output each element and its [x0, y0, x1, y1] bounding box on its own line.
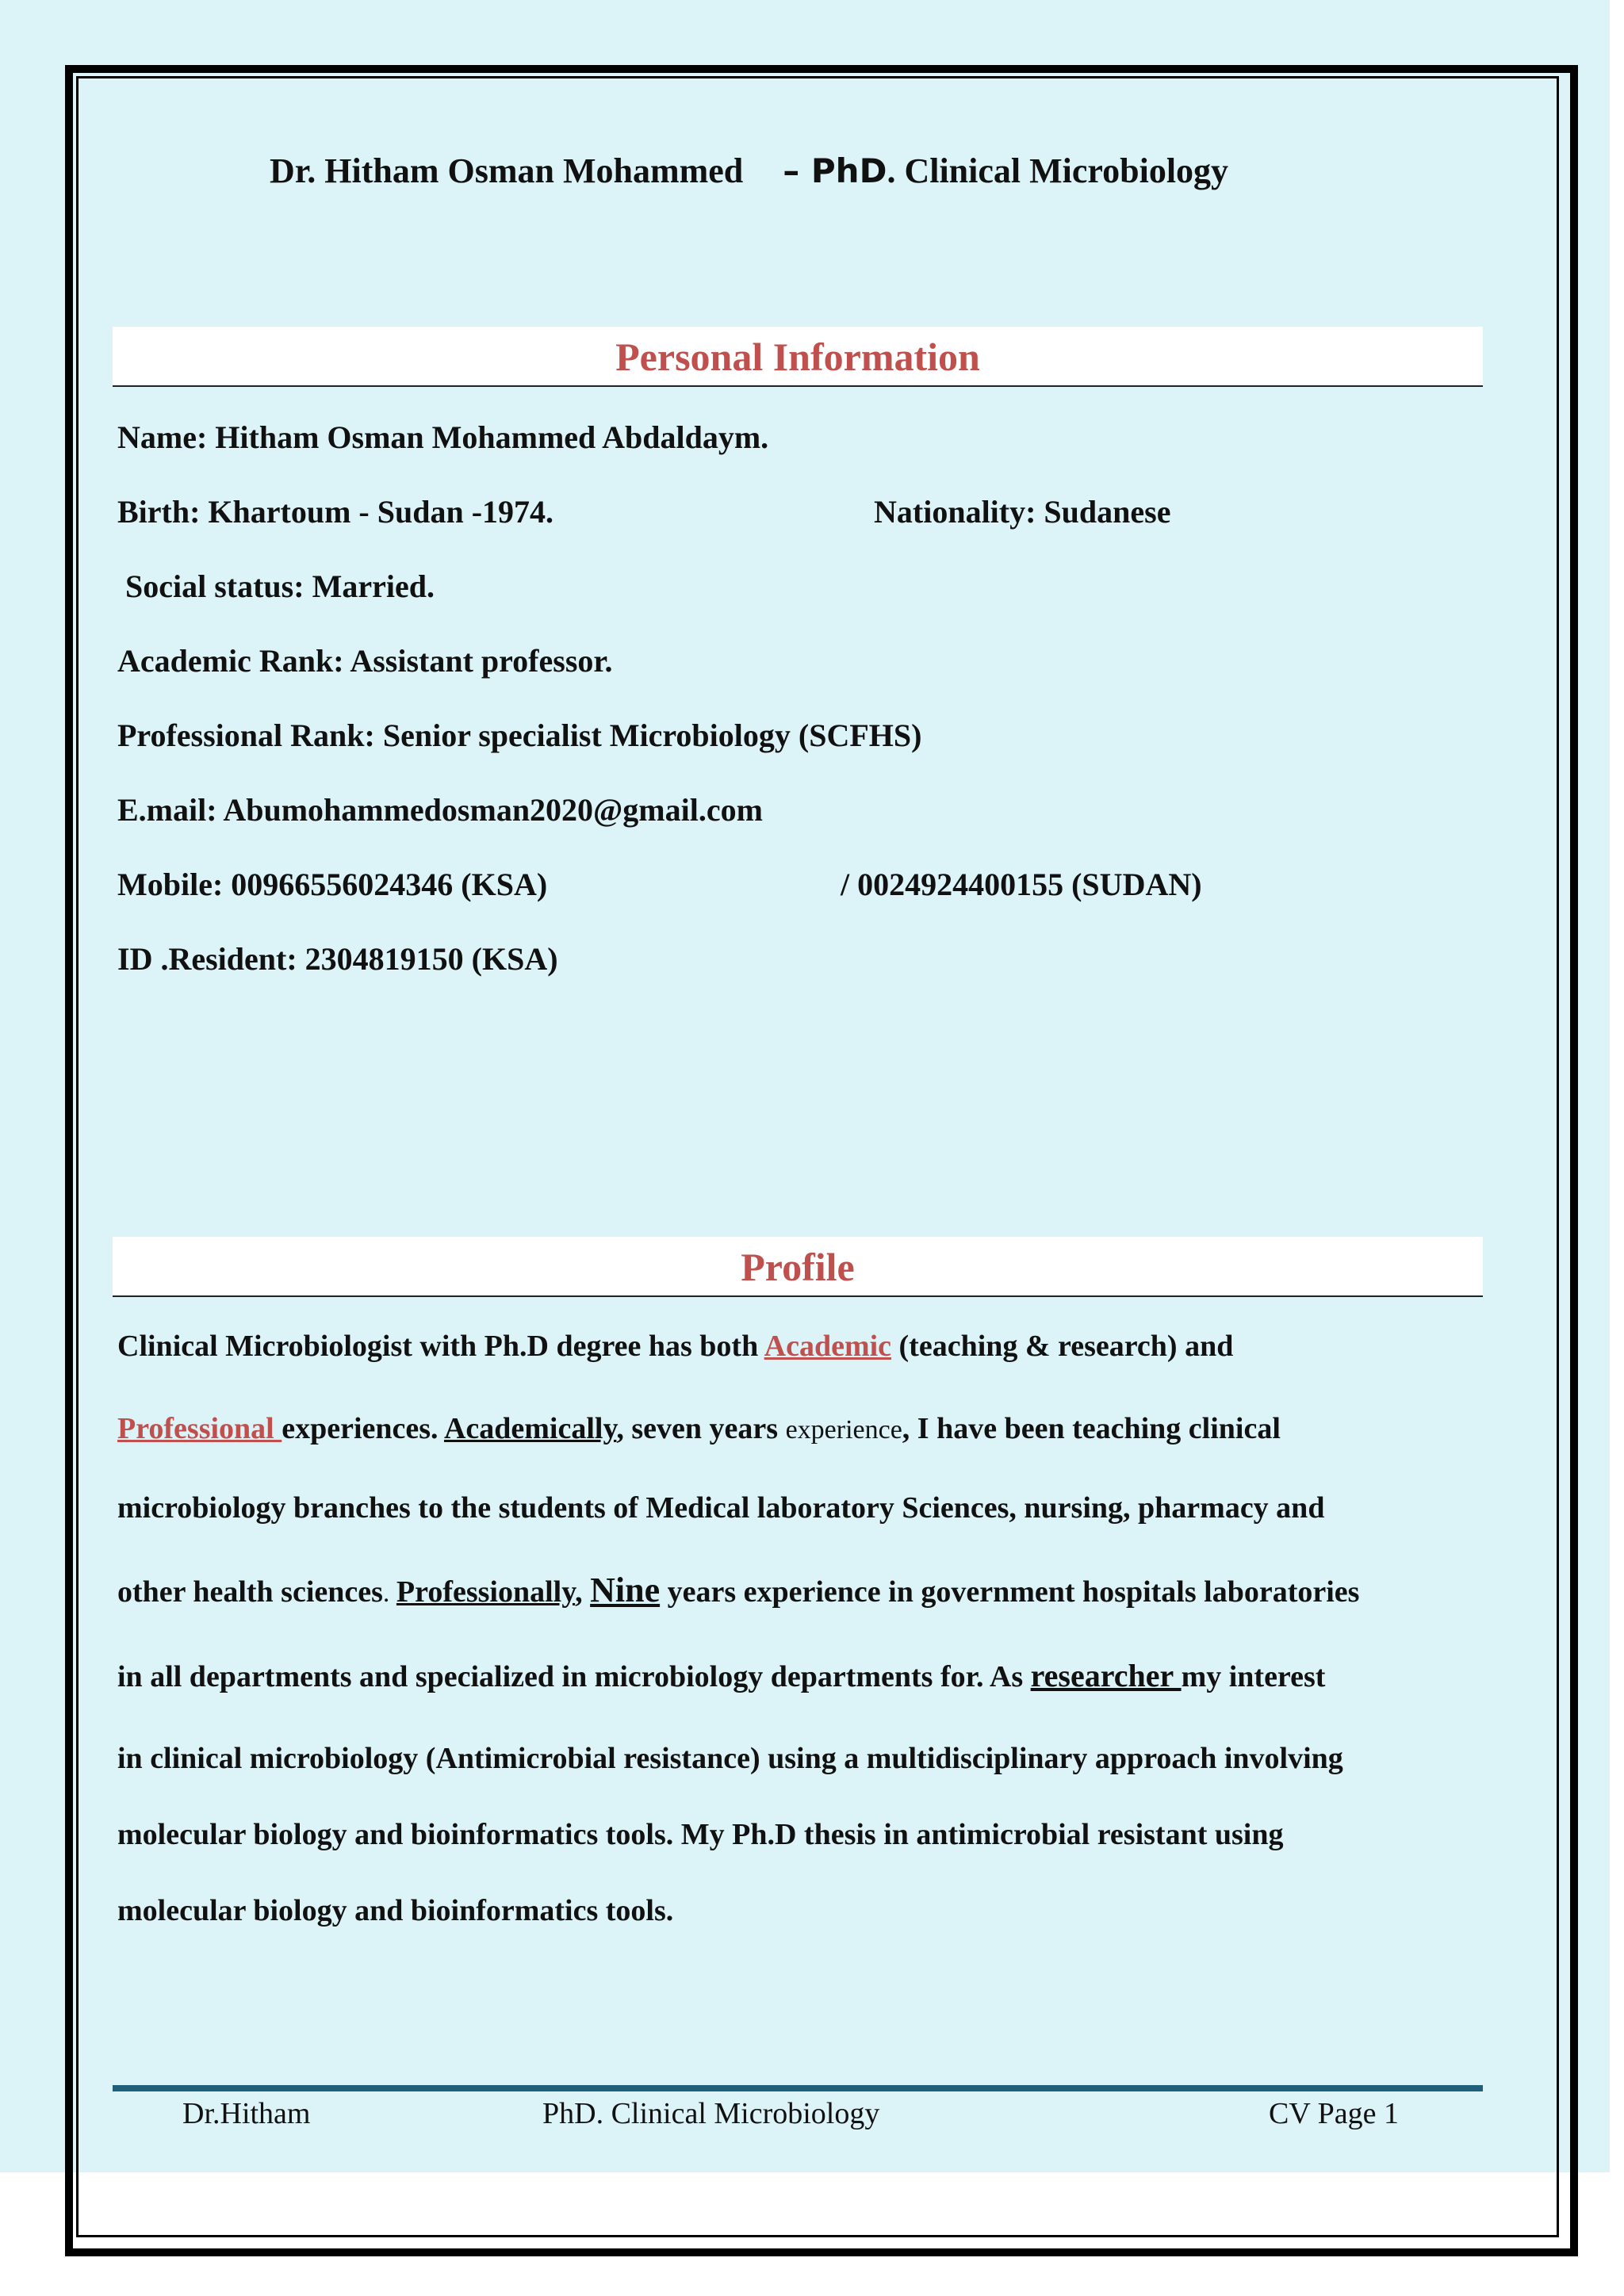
academic-highlight: Academic [764, 1330, 892, 1363]
profile-heading: Profile [113, 1237, 1483, 1297]
name-line: Name: Hitham Osman Mohammed Abdaldaym. [117, 419, 769, 455]
profile-text: my interest [1181, 1660, 1326, 1693]
title-name: Dr. Hitham Osman Mohammed [270, 151, 744, 190]
footer-left: Dr.Hitham [182, 2097, 311, 2130]
footer-center: PhD. Clinical Microbiology [542, 2097, 880, 2130]
researcher-underline: researcher [1030, 1658, 1182, 1693]
professional-rank-line: Professional Rank: Senior specialist Microbiology (SCFHS) [117, 718, 922, 753]
title-field: . Clinical Microbiology [887, 151, 1229, 190]
professionally-underline: Professionally [396, 1575, 576, 1609]
profile-line-6: in clinical microbiology (Antimicrobial resistance) using a multidisciplinary approach involving [117, 1742, 1343, 1775]
email-line: E.mail: Abumohammedosman2020@gmail.com [117, 792, 763, 828]
profile-text: , [575, 1575, 591, 1609]
personal-information-heading: Personal Information [113, 327, 1483, 387]
title-degree: – PhD [783, 151, 887, 190]
professional-highlight: Professional [117, 1412, 282, 1445]
profile-line-1 [117, 1329, 1233, 1364]
profile-line-3: microbiology branches to the students of Medical laboratory Sciences, nursing, pharmacy and [117, 1491, 1325, 1525]
birth-line: Birth: Khartoum - Sudan -1974. [117, 494, 554, 530]
footer-rule [113, 2085, 1483, 2091]
profile-text: in all departments and specialized in microbiology departments for [117, 1660, 976, 1693]
social-status-line: Social status: Married. [125, 568, 435, 604]
profile-text: , seven years [616, 1412, 786, 1445]
mobile-sudan-line: / 0024924400155 (SUDAN) [841, 867, 1202, 902]
nine-underline: Nine [590, 1571, 661, 1609]
profile-line-7: molecular biology and bioinformatics tools. My Ph.D thesis in antimicrobial resistant using [117, 1818, 1284, 1851]
profile-text: Clinical Microbiologist with Ph.D degree has both [117, 1330, 764, 1363]
id-resident-line: ID .Resident: 2304819150 (KSA) [117, 941, 558, 977]
profile-text: (teaching & research) and [891, 1330, 1234, 1363]
profile-line-4 [117, 1570, 1359, 1610]
document-title [270, 151, 1380, 191]
profile-text: . As [976, 1660, 1031, 1693]
profile-line-8: molecular biology and bioinformatics tools. [117, 1894, 674, 1927]
profile-text: , I have been teaching clinical [902, 1412, 1281, 1445]
academic-rank-line: Academic Rank: Assistant professor. [117, 643, 613, 679]
profile-text: other health sciences [117, 1575, 383, 1609]
profile-text: . [382, 1578, 396, 1608]
profile-text: experiences. [282, 1412, 444, 1445]
profile-text: years experience in government hospitals laboratories [660, 1575, 1360, 1609]
mobile-ksa-line: Mobile: 00966556024346 (KSA) [117, 867, 548, 902]
profile-text: experience [785, 1415, 902, 1445]
footer-right: CV Page 1 [1269, 2097, 1399, 2130]
profile-line-5 [117, 1657, 1325, 1694]
profile-line-2 [117, 1411, 1281, 1446]
academically-underline: Academically [443, 1412, 617, 1445]
nationality-line: Nationality: Sudanese [874, 494, 1171, 530]
